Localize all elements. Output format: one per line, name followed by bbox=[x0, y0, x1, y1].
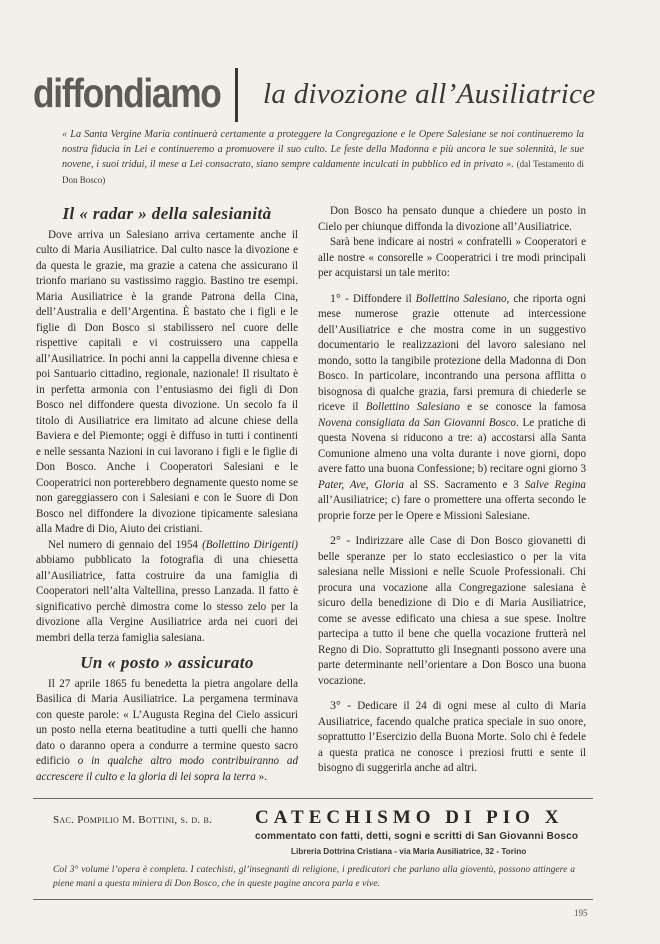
heading-main: diffondiamo bbox=[33, 70, 221, 116]
text-run: Indirizzare alle Case di Don Bosco giovanetti di belle speranze per lo stato ecclesiastico o per la vita salesiana nelle Missioni e nelle Scuole Professionali. Chi procura una vocazione alla Congregazione salesiana è sicuro della benedizione di Dio e di Maria Ausiliatrice, come se avesse edificato una chiesa a sue spese. Inoltre partecipa a tutto il bene che quella vocazione frutterà nel Regno di Dio. Soprattutto gli Insegnanti possono avere una parte determinante nell’orientare a Don Bosco una buona vocazione. bbox=[318, 535, 586, 687]
item-number: 1° - bbox=[330, 290, 350, 305]
quote-text: « La Santa Vergine Maria continuerà certamente a proteggere la Congregazione e le Opere Salesiane se noi continueremo la nostra fiducia in Lei e continueremo a promuovere il suo culto. Le feste della Madonna e più ancora le sue solennità, le sue novene, i suoi tridui, il mese a Lei consacrato, siano sempre caldamente inculcati in pubblico ed in privato ». bbox=[62, 129, 584, 171]
text-run: ». bbox=[255, 770, 267, 783]
text-run: abbiamo pubblicato la fotografia di una chiesetta all’Ausiliatrice, fatta costruire da una famiglia di Cooperatori nell’alta Valtellina, presso Lanzada. Il fatto è significativo perchè dimostra come lo stesso zelo per la divozione alla Vergine Ausiliatrice arda nei cuori dei membri della terza famiglia salesiana. bbox=[36, 554, 298, 644]
book-advert bbox=[33, 798, 593, 900]
paragraph-pergamena bbox=[36, 677, 298, 786]
text-run-italic: o in qualche altro modo contribuiranno ad accrescere il culto e la gloria di lei sopra la terra bbox=[36, 755, 298, 783]
epigraph-quote bbox=[62, 127, 584, 188]
item-24-del-mese bbox=[318, 698, 586, 777]
text-run-italic: Bollettino Salesiano bbox=[365, 401, 460, 413]
paragraph-modi: Sarà bene indicare ai nostri « confratelli » Cooperatori e alle nostre « consorelle » Cooperatrici i tre modi principali per acquistarsi un tale merito: bbox=[318, 236, 586, 279]
text-run-italic: Pater, Ave, Gloria bbox=[318, 478, 404, 491]
text-run-italic: Novena consigliata da San Giovanni Bosco bbox=[318, 416, 516, 429]
text-run-italic: Bollettino Salesiano bbox=[415, 292, 507, 305]
text-run-italic: (Bollettino Dirigenti) bbox=[202, 538, 298, 551]
text-run: Il 27 aprile 1865 fu benedetta la pietra angolare della Basilica di Maria Ausiliatrice. La pergamena terminava con queste parole: « L’Augusta Regina del Cielo assicuri un posto nella eterna beatitudine a tutti quelli che hanno dato o daranno opera a condurre a termine questo sacro edificio bbox=[36, 677, 298, 767]
item-bollettino bbox=[318, 291, 586, 525]
heading-subtitle: la divozione all’Ausiliatrice bbox=[263, 78, 596, 110]
text-run: Dedicare il 24 di ogni mese al culto di Maria Ausiliatrice, facendo qualche pratica speciale in suo onore, soprattutto l’Esercizio della Buona Morte. Solo chi è fedele a questa pratica ne conosce i preziosi frutti e sente il bisogno di suggerirla anche ad altri. bbox=[318, 700, 586, 774]
text-run: Diffondere il bbox=[349, 292, 416, 305]
text-run: . Le pratiche di questa Novena si riducono a tre: a) accostarsi alla Santa Comunione almeno una volta durante i nove giorni, dopo avere fatto una buona Confessione; b) recitare ogni giorno 3 bbox=[318, 416, 586, 475]
text-run-italic: Salve Regina bbox=[524, 478, 586, 491]
text-run: al SS. Sacramento e 3 bbox=[403, 478, 525, 491]
paragraph-radar: Dove arriva un Salesiano arriva certamente anche il culto di Maria Ausiliatrice. Dal culto nasce la divozione e da questa le grazie, ma grazie a catena che assicurano il trionfo mariano su vastissimo raggio. Bastino tre esempi. Maria Ausiliatrice è la grande Patrona della Cina, dell’Australia e dell’Argentina. È bastato che i figli e le figlie di Don Bosco si stabilissero nel cuore delle rispettive capitali e vi costruissero una cappella all’Ausiliatrice. In pochi anni la cappella divenne chiesa e poi Santuario cittadino, regionale, nazionale! Il risultato è in perfetta armonia con l’entusiasmo dei figli di Don Bosco nel diffondere questa divozione. Un secolo fa il titolo di Ausiliatrice era limitato ad alcune chiese della Baviera e del Piemonte; oggi è diffuso in tutti i continenti e nelle sessanta Nazioni in cui lavorano i figli e le figlie di Don Bosco. Anche i Cooperatori Salesiani e le Cooperatrici non porterebbero degnamente questo nome se non gareggiassero con i Salesiani e con le Suore di Don Bosco nel diffondere la divozione tipicamente salesiana alla Madre di Dio, Aiuto dei cristiani. bbox=[36, 228, 298, 535]
text-run: Nel numero di gennaio del 1954 bbox=[48, 538, 203, 551]
text-run: all’Ausiliatrice; c) fare o promettere una offerta secondo le proprie forze per le Opere e Missioni Salesiane. bbox=[318, 494, 586, 522]
advert-subtitle: commentato con fatti, detti, sogni e scritti di San Giovanni Bosco bbox=[255, 831, 579, 842]
text-run: e se conosce la famosa bbox=[459, 401, 586, 413]
item-number: 3° - bbox=[330, 698, 352, 712]
text-run: , che riporta ogni mese numerose grazie ottenute ad intercessione dell’Ausiliatrice e che mostra come in un suggestivo documentario le realizzazioni del lavoro salesiano nel mondo, sotto la tangibile protezione della Madonna di Don Bosco. In particolare, incontrando una persona afflitta o bisognosa di qualche grazia, farsi premura di chiederle se riceve il bbox=[318, 292, 586, 413]
quote-source: (dal Testamento di Don Bosco) bbox=[62, 159, 585, 185]
left-column bbox=[36, 206, 298, 785]
right-column bbox=[318, 204, 586, 777]
advert-publisher: Libreria Dottrina Cristiana - via Maria Ausiliatrice, 32 - Torino bbox=[291, 847, 527, 856]
page-heading bbox=[33, 68, 633, 124]
heading-divider bbox=[235, 68, 238, 122]
item-vocazioni bbox=[318, 533, 586, 689]
paragraph-don-bosco: Don Bosco ha pensato dunque a chiedere un posto in Cielo per chiunque diffonda la divozione all’Ausiliatrice. bbox=[318, 205, 586, 233]
section-title-posto: Un « posto » assicurato bbox=[80, 653, 254, 672]
advert-note: Col 3° volume l’opera è completa. I catechisti, gl’insegnanti di religione, i predicatori che parlano alla gioventù, possono attingere a piene mani a questa miniera di Don Bosco, che in queste pagine ancora parla e vive. bbox=[53, 864, 575, 889]
advert-title: CATECHISMO DI PIO X bbox=[255, 807, 564, 828]
paragraph-chiesetta bbox=[36, 538, 298, 647]
advert-author: Sac. Pompilio M. Bottini, s. d. b. bbox=[53, 814, 213, 826]
page-number: 195 bbox=[574, 908, 588, 918]
item-number: 2° - bbox=[330, 533, 351, 547]
section-title-radar: Il « radar » della salesianità bbox=[62, 204, 272, 223]
